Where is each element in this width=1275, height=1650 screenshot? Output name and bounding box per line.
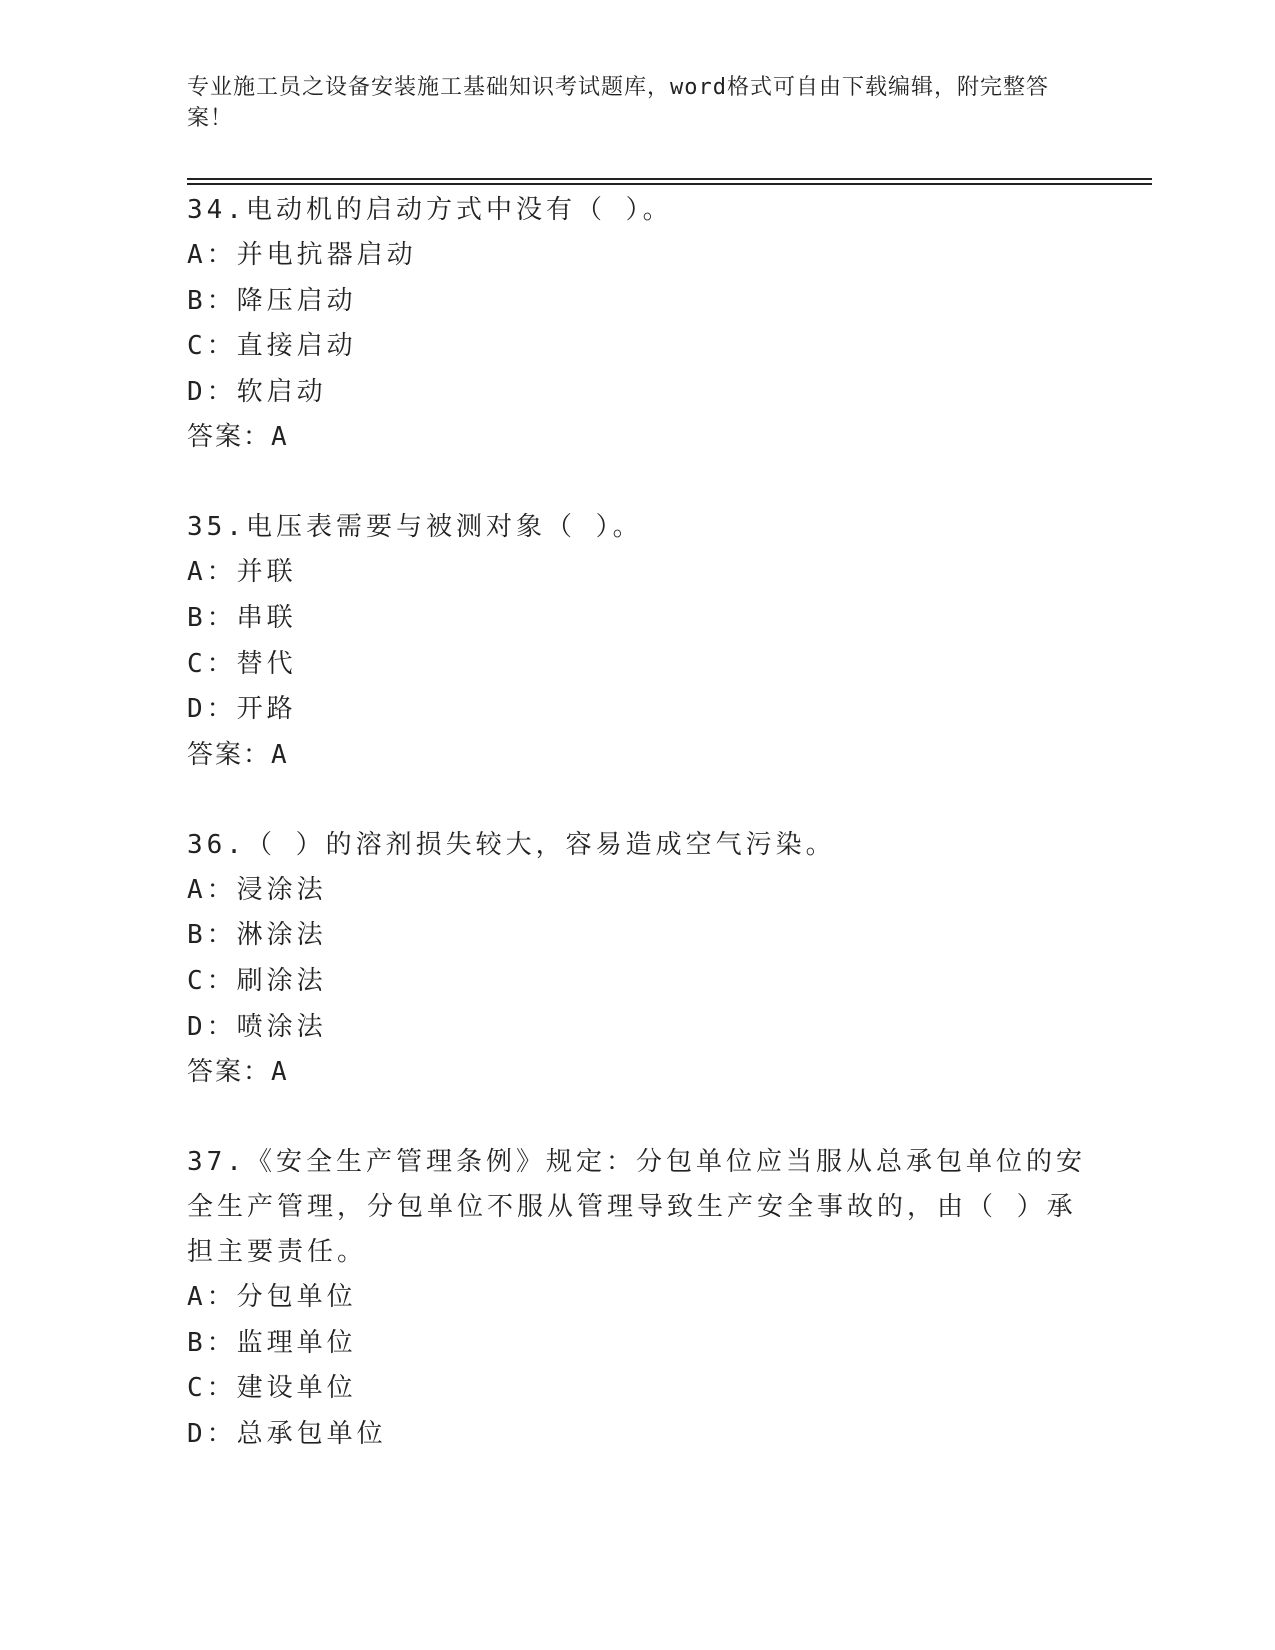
option-d <box>187 1412 1087 1458</box>
question-item <box>187 505 1087 777</box>
option-letter: A： <box>187 874 237 905</box>
option-text: 建设单位 <box>236 1373 357 1404</box>
answer-label: 答案： <box>187 739 272 770</box>
option-d <box>187 1005 1087 1051</box>
option-letter: B： <box>187 920 237 951</box>
option-text: 监理单位 <box>236 1327 357 1358</box>
option-c <box>187 1366 1087 1412</box>
option-a <box>187 868 1087 914</box>
question-list <box>187 188 1087 1503</box>
option-text: 软启动 <box>236 376 327 407</box>
option-text: 淋涂法 <box>236 920 327 951</box>
document-header: 专业施工员之设备安装施工基础知识考试题库，word格式可自由下载编辑，附完整答案！ <box>187 75 1049 131</box>
answer-value: A <box>271 422 289 453</box>
question-item <box>187 1140 1087 1457</box>
question-item <box>187 823 1087 1095</box>
option-letter: B： <box>187 285 237 316</box>
option-d <box>187 687 1087 733</box>
option-letter: A： <box>187 1282 237 1313</box>
question-stem: 36.（ ）的溶剂损失较大，容易造成空气污染。 <box>187 829 836 860</box>
option-text: 刷涂法 <box>236 965 327 996</box>
header-divider-top <box>187 178 1152 180</box>
question-stem: 37.《安全生产管理条例》规定：分包单位应当服从总承包单位的安全生产管理，分包单位不服从管理导致生产安全事故的，由（ ）承担主要责任。 <box>187 1147 1086 1268</box>
answer-value: A <box>271 1057 289 1088</box>
option-text: 浸涂法 <box>236 874 327 905</box>
option-a <box>187 233 1087 279</box>
answer-line <box>187 1050 1087 1095</box>
option-text: 喷涂法 <box>236 1011 327 1042</box>
answer-line <box>187 415 1087 460</box>
option-letter: C： <box>187 965 237 996</box>
option-text: 替代 <box>236 648 297 679</box>
option-letter: A： <box>187 240 237 270</box>
option-b <box>187 279 1087 325</box>
option-letter: D： <box>187 1418 237 1449</box>
option-c <box>187 959 1087 1005</box>
answer-label: 答案： <box>187 422 272 453</box>
option-letter: D： <box>187 694 237 725</box>
answer-label: 答案： <box>187 1057 272 1088</box>
option-text: 并电抗器启动 <box>236 240 417 270</box>
option-b <box>187 596 1087 642</box>
option-b <box>187 1321 1087 1367</box>
option-letter: D： <box>187 1011 237 1042</box>
option-text: 开路 <box>236 694 297 725</box>
option-a <box>187 1275 1087 1321</box>
option-letter: A： <box>187 557 237 588</box>
option-letter: C： <box>187 648 237 679</box>
option-text: 直接启动 <box>236 331 357 362</box>
question-stem: 35.电压表需要与被测对象（ ）。 <box>187 512 643 543</box>
option-letter: B： <box>187 602 237 633</box>
option-text: 串联 <box>236 602 297 633</box>
option-letter: D： <box>187 376 237 407</box>
option-d <box>187 370 1087 416</box>
question-item <box>187 188 1087 460</box>
question-stem: 34.电动机的启动方式中没有（ ）。 <box>187 195 673 225</box>
option-letter: C： <box>187 331 237 362</box>
option-letter: B： <box>187 1327 237 1358</box>
option-c <box>187 324 1087 370</box>
option-text: 并联 <box>236 557 297 588</box>
option-text: 分包单位 <box>236 1282 357 1313</box>
header-divider-bottom <box>187 183 1152 185</box>
option-text: 总承包单位 <box>236 1418 387 1449</box>
option-letter: C： <box>187 1373 237 1404</box>
option-b <box>187 913 1087 959</box>
option-a <box>187 550 1087 596</box>
answer-value: A <box>271 739 289 770</box>
option-text: 降压启动 <box>236 285 357 316</box>
option-c <box>187 642 1087 688</box>
answer-line <box>187 733 1087 778</box>
